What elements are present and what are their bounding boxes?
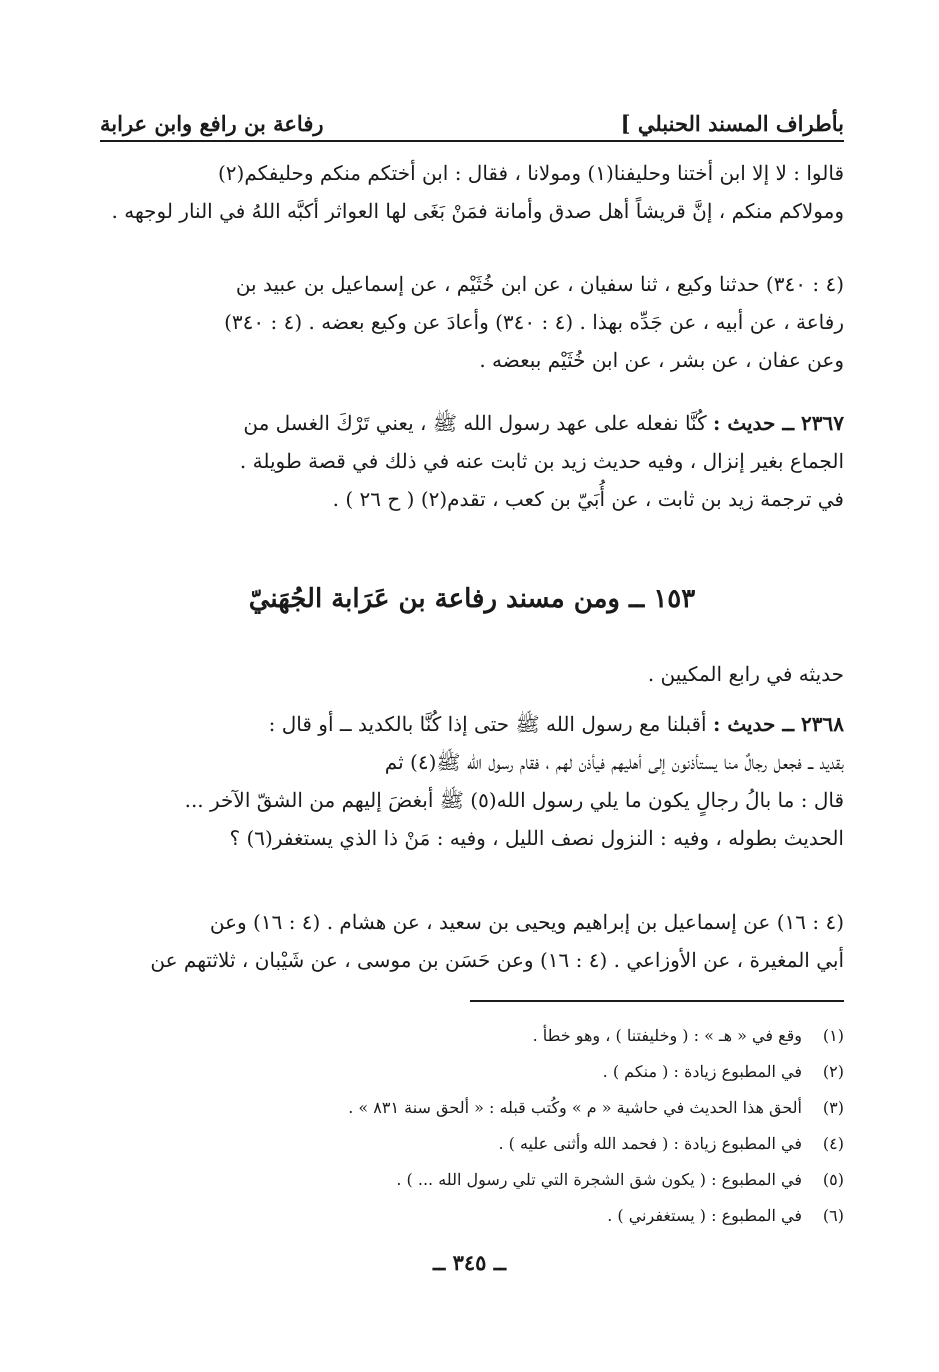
text-line: في ترجمة زيد بن ثابت ، عن أُبَيّ بن كعب ، تقدم(٢) ( ح ٢٦ ) .: [332, 487, 844, 511]
text-line: رفاعة ، عن أبيه ، عن جَدِّه بهذا . (٤ : ٣٤٠) وأعادَ عن وكيع بعضه . (٤ : ٣٤٠): [224, 310, 844, 334]
footnote: [100, 1126, 844, 1162]
footnote-text: في المطبوع : ( يستغفرني ) .: [607, 1206, 802, 1225]
footnote: [100, 1090, 844, 1126]
paragraph-continuation: [100, 154, 844, 230]
footnote-text: في المطبوع : ( يكون شق الشجرة التي تلي رسول الله ... ) .: [396, 1170, 802, 1189]
section-title: رفاعة بن رافع وابن عرابة: [100, 111, 324, 136]
footnote-rule: [470, 1000, 844, 1002]
footnote-text: في المطبوع زيادة : ( منكم ) .: [602, 1062, 802, 1081]
footnote-number: (٢): [822, 1062, 844, 1081]
footnote: [100, 1162, 844, 1198]
paragraph-isnad: [100, 265, 844, 379]
header-rule: [100, 140, 844, 142]
text-line: (٤ : ١٦) عن إسماعيل بن إبراهيم ويحيى بن سعيد ، عن هشام . (٤ : ١٦) وعن: [209, 910, 844, 934]
page-number: ــ ٣٤٥ ــ: [432, 1250, 507, 1275]
section-note: [100, 655, 844, 693]
text-line: [100, 404, 844, 442]
running-head: [100, 96, 844, 136]
text-line: ومولاكم منكم ، إنَّ قريشاً أهل صدق وأمانة فمَنْ بَغَى لها العواثر أكبَّه اللهُ في النار لوجهه .: [111, 199, 844, 223]
footnote: [100, 1054, 844, 1090]
paragraph-isnad: [100, 903, 844, 979]
hadith-2368: [100, 705, 844, 857]
text-line: الجماع بغير إنزال ، وفيه حديث زيد بن ثابت عنه في ذلك في قصة طويلة .: [239, 449, 844, 473]
footnotes: [100, 1018, 844, 1234]
section-heading: ١٥٣ ــ ومن مسند رفاعة بن عَرَابة الجُهَنيّ: [248, 584, 696, 614]
hadith-2367: [100, 404, 844, 518]
text-line: الحديث بطوله ، وفيه : النزول نصف الليل ، وفيه : مَنْ ذا الذي يستغفر(٦) ؟: [229, 826, 844, 850]
book-title: بأطراف المسند الحنبلي ]: [620, 111, 844, 136]
footnote-text: وقع في « هـ » : ( وخليفتنا ) ، وهو خطأ .: [532, 1026, 802, 1045]
text-line: وعن عفان ، عن بشر ، عن ابن خُثَيْم ببعضه .: [479, 348, 844, 372]
footnote-number: (١): [822, 1026, 844, 1045]
footnote-text: في المطبوع زيادة : ( فحمد الله وأثنى عليه ) .: [498, 1134, 802, 1153]
hadith-number: ٢٣٦٨ ــ حديث :: [712, 712, 844, 736]
text-line: حديثه في رابع المكيين .: [647, 662, 844, 686]
text-line: أبي المغيرة ، عن الأوزاعي . (٤ : ١٦) وعن حَسَن بن موسى ، عن شَيْبان ، ثلاثتهم عن: [150, 948, 844, 972]
footnote-number: (٥): [822, 1170, 844, 1189]
footnote-number: (٣): [822, 1098, 844, 1117]
hadith-text: كُنَّا نفعله على عهد رسول الله ﷺ ، يعني تَرْكَ الغسل من: [243, 411, 707, 435]
text-line: بقديد ــ فجعل رجالٌ منا يستأذنون إلى أهليهم فيأذن لهم ، فقام رسول الله ﷺ(٤) ثم: [384, 750, 844, 774]
text-line: قالوا : لا إلا ابن أختنا وحليفنا(١) ومولانا ، فقال : ابن أختكم منكم وحليفكم(٢): [217, 161, 844, 185]
footnote-number: (٦): [822, 1206, 844, 1225]
text-line: [100, 705, 844, 743]
text-line: قال : ما بالُ رجالٍ يكون ما يلي رسول الله(٥) ﷺ أبغضَ إليهم من الشقّ الآخر ...: [184, 788, 844, 812]
footnote-number: (٤): [822, 1134, 844, 1153]
hadith-number: ٢٣٦٧ ــ حديث :: [712, 411, 844, 435]
footnote: [100, 1198, 844, 1234]
footnote-text: ألحق هذا الحديث في حاشية « م » وكُتب قبله : « ألحق سنة ٨٣١ » .: [348, 1098, 802, 1117]
footnote: [100, 1018, 844, 1054]
hadith-text: أقبلنا مع رسول الله ﷺ حتى إذا كُنَّا بالكديد ــ أو قال :: [268, 712, 707, 736]
text-line: (٤ : ٣٤٠) حدثنا وكيع ، ثنا سفيان ، عن ابن خُثَيْم ، عن إسماعيل بن عبيد بن: [235, 272, 844, 296]
